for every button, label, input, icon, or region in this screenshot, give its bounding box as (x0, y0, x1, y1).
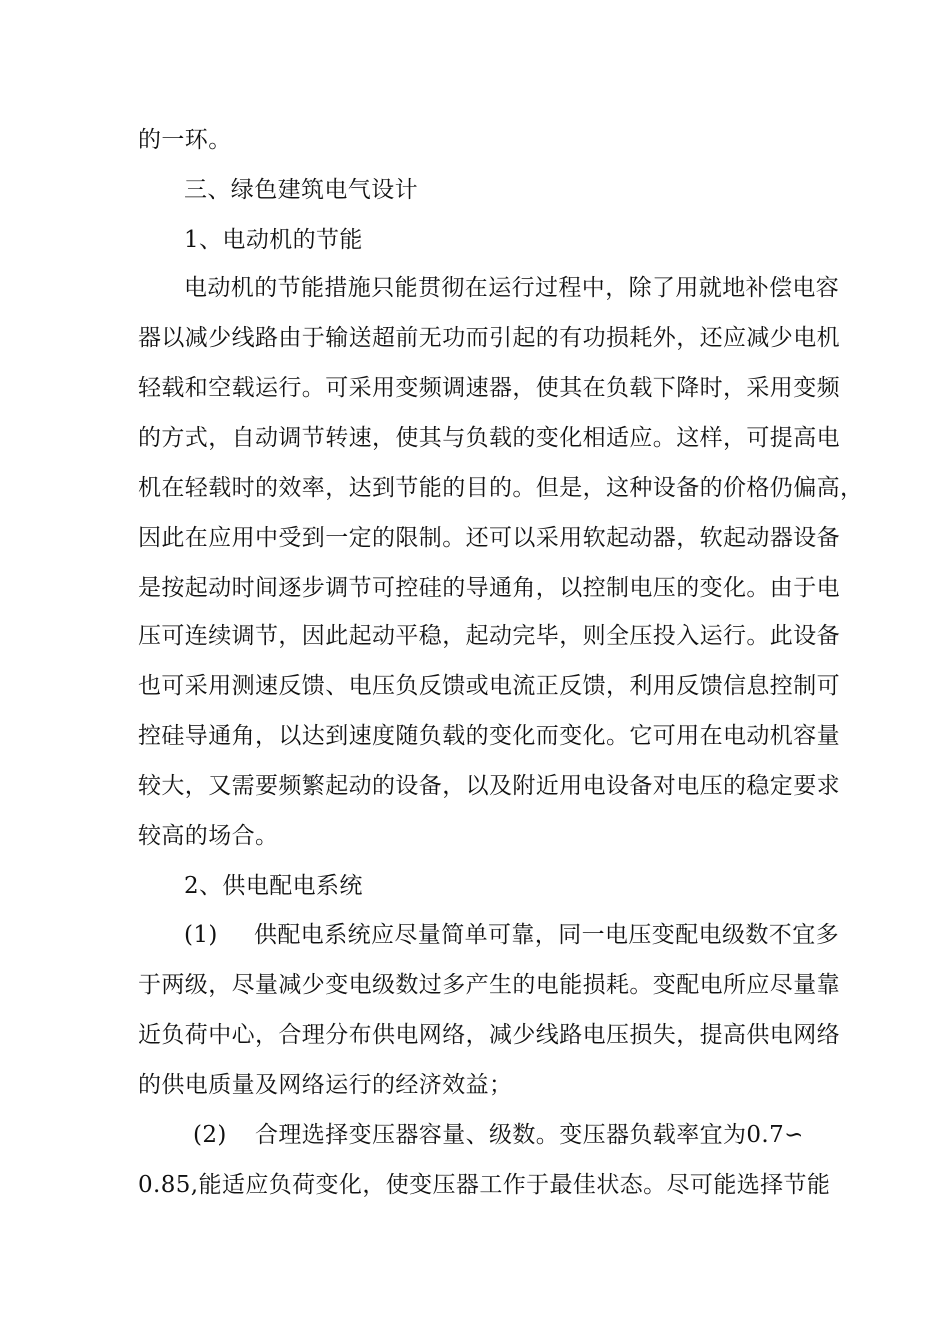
text-line: 因此在应用中受到一定的限制。还可以采用软起动器，软起动器设备 (138, 525, 840, 551)
text-line: 近负荷中心，合理分布供电网络，减少线路电压损失，提高供电网络 (138, 1022, 840, 1048)
subsection-heading: 1、电动机的节能 (184, 227, 363, 253)
text-line: 电动机的节能措施只能贯彻在运行过程中，除了用就地补偿电容 (184, 275, 840, 301)
section-heading: 三、绿色建筑电气设计 (184, 177, 418, 203)
enum-text: 供配电系统应尽量简单可靠，同一电压变配电级数不宜多 (254, 922, 839, 948)
enum-number: (1) (184, 922, 218, 948)
text-line: 于两级，尽量减少变电级数过多产生的电能损耗。变配电所应尽量靠 (138, 972, 840, 998)
text-line: 轻载和空载运行。可采用变频调速器，使其在负载下降时，采用变频 (138, 375, 840, 401)
enumerated-line (184, 920, 839, 950)
text-line: 控硅导通角，以达到速度随负载的变化而变化。它可用在电动机容量 (138, 723, 840, 749)
text-line: 也可采用测速反馈、电压负反馈或电流正反馈，利用反馈信息控制可 (138, 673, 840, 699)
text-line: 0.85,能适应负荷变化，使变压器工作于最佳状态。尽可能选择节能 (138, 1172, 831, 1198)
text-line: 的一环。 (138, 127, 232, 153)
text-line: 压可连续调节，因此起动平稳，起动完毕，则全压投入运行。此设备 (138, 623, 840, 649)
text-line: 器以减少线路由于输送超前无功而引起的有功损耗外，还应减少电机 (138, 325, 840, 351)
enum-number: (2) (193, 1122, 227, 1148)
text-line: 的供电质量及网络运行的经济效益； (138, 1072, 513, 1098)
enumerated-line (193, 1120, 804, 1150)
text-line: 较大，又需要频繁起动的设备，以及附近用电设备对电压的稳定要求 (138, 773, 840, 799)
subsection-heading: 2、供电配电系统 (184, 873, 363, 899)
enum-text: 合理选择变压器容量、级数。变压器负载率宜为0.7∽ (255, 1122, 804, 1148)
text-line: 是按起动时间逐步调节可控硅的导通角，以控制电压的变化。由于电 (138, 575, 840, 601)
text-line: 较高的场合。 (138, 823, 279, 849)
text-line: 机在轻载时的效率，达到节能的目的。但是，这种设备的价格仍偏高， (138, 475, 864, 501)
text-line: 的方式，自动调节转速，使其与负载的变化相适应。这样，可提高电 (138, 425, 840, 451)
